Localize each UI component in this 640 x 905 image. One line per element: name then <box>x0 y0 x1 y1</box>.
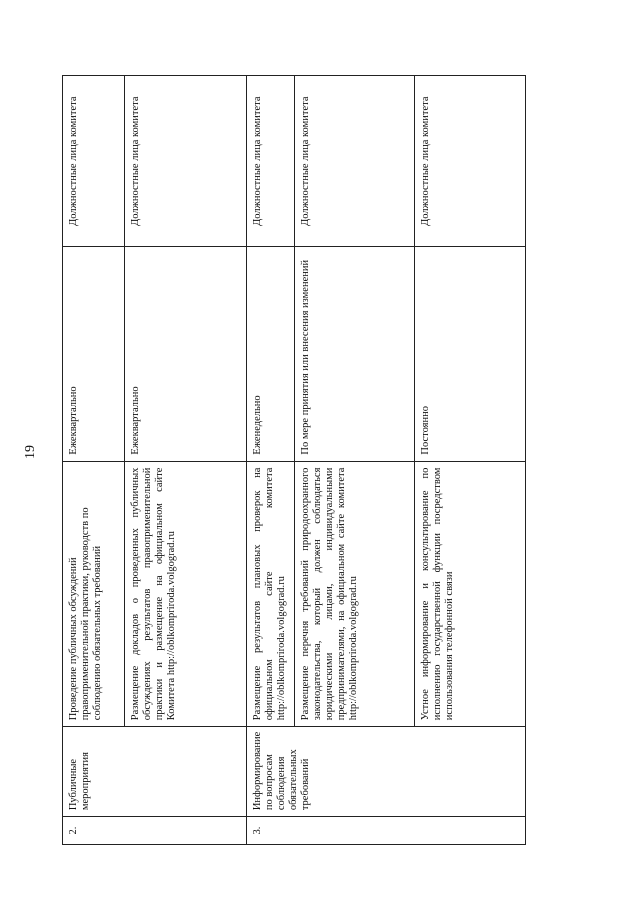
table-row <box>247 76 295 845</box>
action-text: Размещение докладов о проведенных публичных обсуждениях результатов правоприменительной практики и размещение на официальном сайте Комитета http://oblkompriroda.volgograd.ru <box>125 461 247 727</box>
term-text: Ежеквартально <box>63 247 125 461</box>
row-number: 2. <box>63 817 247 845</box>
action-text: Устное информирование и консультирование по исполнению государственной функции посредством использования телефонной связи <box>415 461 526 727</box>
term-text: Постоянно <box>415 247 526 461</box>
table-row <box>63 76 125 845</box>
action-text: Размещение перечня требований природоохранного законодательства, который должен соблюдаться юридическими лицами, индивидуальными предпринимателями, на официальном сайте комитета http://oblkompriroda.volgograd.ru <box>295 461 415 727</box>
measure-name: Информирование по вопросам соблюдения обязательных требований <box>247 727 526 817</box>
responsible-text: Должностные лица комитета <box>247 76 295 247</box>
action-text: Проведение публичных обсуждений правоприменительной практики, руководств по соблюдению обязательных требований <box>63 461 125 727</box>
row-number: 3. <box>247 817 526 845</box>
measures-table <box>62 75 526 845</box>
measure-name: Публичные мероприятия <box>63 727 247 817</box>
page-number: 19 <box>23 445 38 459</box>
responsible-text: Должностные лица комитета <box>295 76 415 247</box>
term-text: По мере принятия или внесения изменений <box>295 247 415 461</box>
rotated-table-container <box>62 75 525 845</box>
term-text: Ежеквартально <box>125 247 247 461</box>
term-text: Еженедельно <box>247 247 295 461</box>
responsible-text: Должностные лица комитета <box>415 76 526 247</box>
action-text: Размещение результатов плановых проверок на официальном сайте комитета http://oblkompriroda.volgograd.ru <box>247 461 295 727</box>
responsible-text: Должностные лица комитета <box>125 76 247 247</box>
responsible-text: Должностные лица комитета <box>63 76 125 247</box>
